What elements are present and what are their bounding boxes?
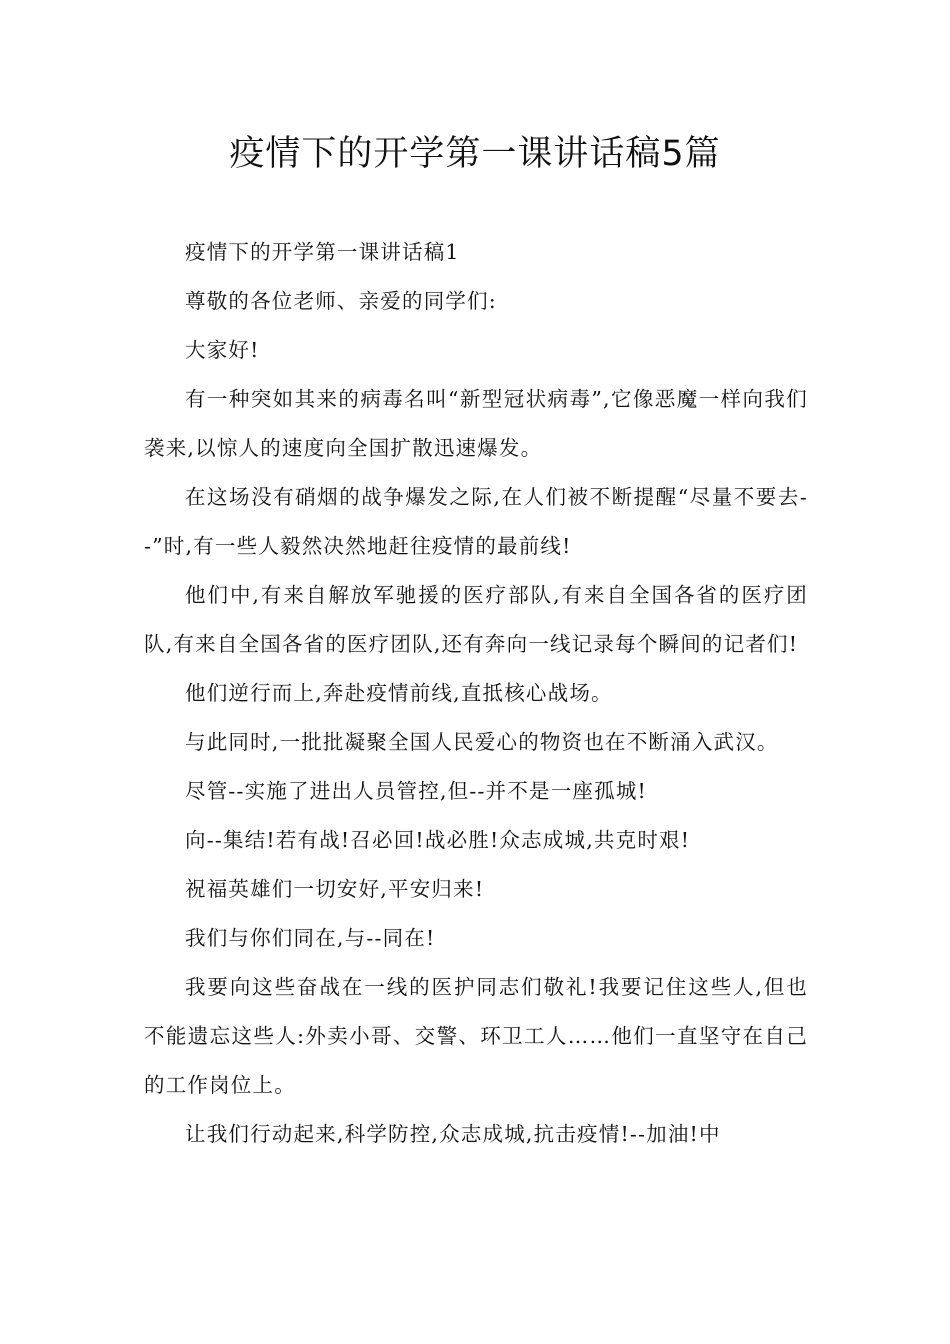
paragraph-1: 疫情下的开学第一课讲话稿1 xyxy=(185,240,460,264)
paragraph-14: 让我们行动起来,科学防控,众志成城,抗击疫情!--加油!中 xyxy=(185,1122,721,1146)
paragraph-12: 我们与你们同在,与--同在! xyxy=(185,926,436,950)
paragraph-3: 大家好! xyxy=(185,338,260,362)
document-title: 疫情下的开学第一课讲话稿5篇 xyxy=(229,134,721,174)
paragraph-2: 尊敬的各位老师、亲爱的同学们: xyxy=(185,289,497,313)
paragraph-8: 与此同时,一批批凝聚全国人民爱心的物资也在不断涌入武汉。 xyxy=(185,730,779,754)
paragraph-7: 他们逆行而上,奔赴疫情前线,直抵核心战场。 xyxy=(185,681,613,705)
paragraph-13: 我要向这些奋战在一线的医护同志们敬礼!我要记住这些人,但也不能遗忘这些人:外卖小哥、交警、环卫工人……他们一直坚守在自己的工作岗位上。 xyxy=(144,975,808,1097)
paragraph-5: 在这场没有硝烟的战争爆发之际,在人们被不断提醒“尽量不要去--”时,有一些人毅然决然地赶往疫情的最前线! xyxy=(144,485,808,558)
paragraph-4: 有一种突如其来的病毒名叫“新型冠状病毒”,它像恶魔一样向我们袭来,以惊人的速度向全国扩散迅速爆发。 xyxy=(144,387,808,460)
paragraph-9: 尽管--实施了进出人员管控,但--并不是一座孤城! xyxy=(185,779,647,803)
paragraph-6: 他们中,有来自解放军驰援的医疗部队,有来自全国各省的医疗团队,有来自全国各省的医疗团队,还有奔向一线记录每个瞬间的记者们! xyxy=(144,583,808,656)
paragraph-10: 向--集结!若有战!召必回!战必胜!众志成城,共克时艰! xyxy=(185,828,691,852)
paragraph-11: 祝福英雄们一切安好,平安归来! xyxy=(185,877,485,901)
document-body xyxy=(144,228,808,1159)
